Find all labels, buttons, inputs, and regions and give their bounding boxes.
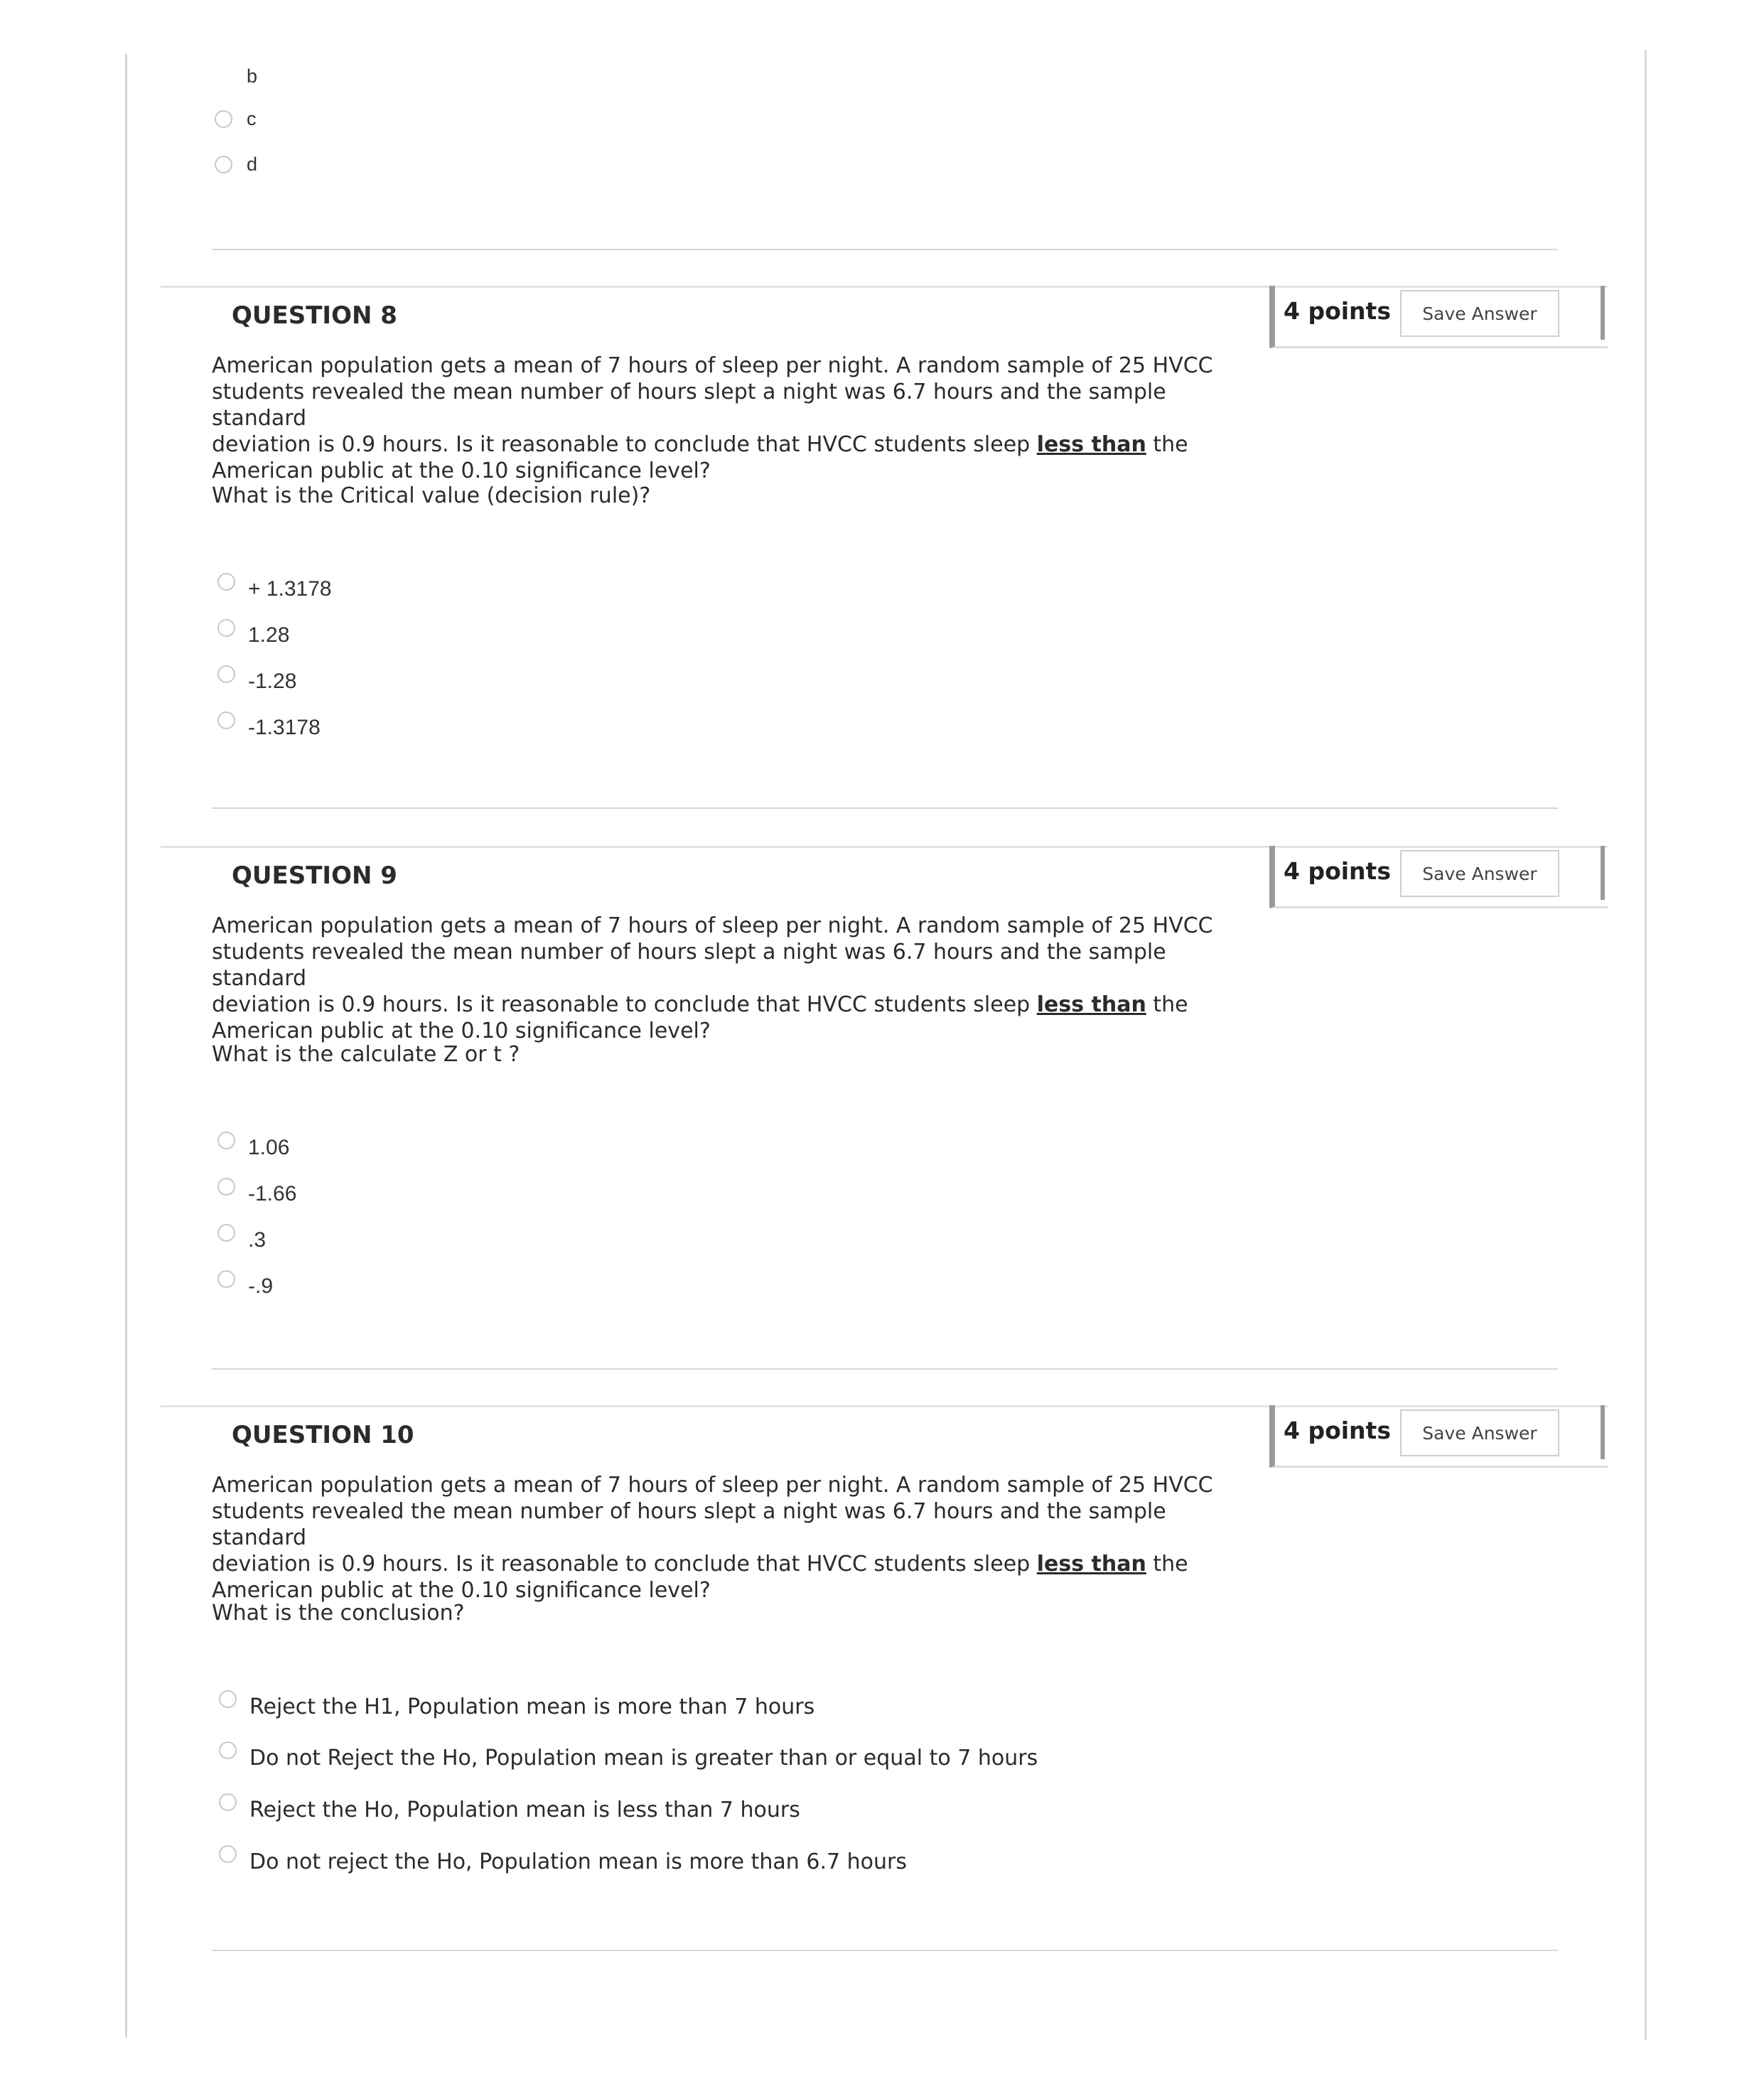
question-8-points-box xyxy=(1269,286,1608,348)
answer-option[interactable] xyxy=(217,1136,289,1160)
option-label: Reject the Ho, Population mean is less than 7 hours xyxy=(249,1798,800,1822)
previous-option-d[interactable] xyxy=(215,154,257,176)
stem-line: American public at the 0.10 significance level? xyxy=(212,1578,711,1603)
question-9-points-box xyxy=(1269,846,1608,908)
question-10-stem xyxy=(212,1472,1257,1604)
option-label: Reject the H1, Population mean is more than 7 hours xyxy=(249,1695,815,1719)
points-label: 4 points xyxy=(1284,297,1391,325)
option-label: Do not reject the Ho, Population mean is more than 6.7 hours xyxy=(249,1849,907,1874)
previous-option-c[interactable] xyxy=(215,108,257,130)
question-9-stem xyxy=(212,913,1257,1044)
question-separator xyxy=(212,249,1558,250)
stem-line: American public at the 0.10 significance level? xyxy=(212,458,711,483)
radio-button[interactable] xyxy=(217,1270,235,1288)
content-left-border xyxy=(125,54,127,2037)
option-label: + 1.3178 xyxy=(248,577,332,601)
question-separator xyxy=(212,1950,1558,1951)
radio-button[interactable] xyxy=(217,711,235,729)
question-right-bar xyxy=(1601,286,1605,340)
stem-line-tail: the xyxy=(1146,1552,1188,1577)
previous-option-b[interactable] xyxy=(215,65,257,87)
radio-button[interactable] xyxy=(215,110,232,128)
points-label: 4 points xyxy=(1284,857,1391,885)
radio-button[interactable] xyxy=(217,619,235,637)
points-label: 4 points xyxy=(1284,1417,1391,1444)
answer-option[interactable] xyxy=(217,716,321,740)
option-label: 1.06 xyxy=(248,1136,290,1159)
answer-option[interactable] xyxy=(217,1274,273,1299)
question-right-bar xyxy=(1601,846,1605,900)
option-label: .3 xyxy=(248,1228,267,1252)
radio-button[interactable] xyxy=(217,1178,235,1196)
question-8-stem xyxy=(212,353,1257,484)
option-label: -1.3178 xyxy=(248,716,321,739)
radio-button[interactable] xyxy=(219,1845,237,1863)
stem-line xyxy=(212,1551,1257,1577)
answer-option[interactable] xyxy=(219,1746,1038,1771)
stem-line xyxy=(212,992,1257,1018)
stem-line: American population gets a mean of 7 hours of sleep per night. A random sample of 25 HVCC xyxy=(212,1473,1213,1498)
emphasis-less-than: less than xyxy=(1036,992,1146,1017)
stem-line: American population gets a mean of 7 hours of sleep per night. A random sample of 25 HVCC xyxy=(212,353,1213,378)
radio-button[interactable] xyxy=(217,1224,235,1242)
emphasis-less-than: less than xyxy=(1036,432,1146,457)
answer-option[interactable] xyxy=(217,577,332,601)
radio-button[interactable] xyxy=(219,1690,237,1708)
answer-option[interactable] xyxy=(219,1849,907,1874)
radio-button[interactable] xyxy=(219,1793,237,1811)
question-8-prompt: What is the Critical value (decision rule)? xyxy=(212,483,651,508)
content-right-border xyxy=(1645,50,1647,2040)
question-10-prompt: What is the conclusion? xyxy=(212,1601,465,1626)
option-label: -.9 xyxy=(248,1274,274,1298)
radio-button[interactable] xyxy=(217,573,235,591)
option-label: Do not Reject the Ho, Population mean is greater than or equal to 7 hours xyxy=(249,1746,1038,1771)
question-separator xyxy=(212,807,1558,809)
answer-option[interactable] xyxy=(219,1798,800,1822)
question-9-prompt: What is the calculate Z or t ? xyxy=(212,1042,520,1067)
stem-line-tail: the xyxy=(1146,432,1188,457)
option-label: b xyxy=(247,65,258,87)
question-right-bar xyxy=(1601,1405,1605,1459)
radio-button[interactable] xyxy=(215,156,232,173)
question-10-points-box xyxy=(1269,1405,1608,1468)
answer-option[interactable] xyxy=(217,1182,296,1206)
option-label: d xyxy=(247,154,258,175)
answer-option[interactable] xyxy=(219,1695,814,1719)
stem-line: American population gets a mean of 7 hours of sleep per night. A random sample of 25 HVCC xyxy=(212,913,1213,938)
answer-option[interactable] xyxy=(217,1228,266,1252)
stem-line-tail: the xyxy=(1146,992,1188,1017)
question-10-title: QUESTION 10 xyxy=(232,1421,414,1449)
radio-button[interactable] xyxy=(217,1132,235,1149)
option-label: -1.28 xyxy=(248,670,297,693)
radio-button[interactable] xyxy=(219,1741,237,1759)
option-label: c xyxy=(247,108,257,129)
answer-option[interactable] xyxy=(217,623,289,648)
option-label: -1.66 xyxy=(248,1182,297,1205)
emphasis-less-than: less than xyxy=(1036,1552,1146,1577)
question-separator xyxy=(212,1368,1558,1370)
answer-option[interactable] xyxy=(217,670,296,694)
question-8-title: QUESTION 8 xyxy=(232,301,397,330)
stem-line: students revealed the mean number of hours slept a night was 6.7 hours and the sample standard xyxy=(212,1499,1166,1550)
save-answer-button[interactable]: Save Answer xyxy=(1400,850,1559,897)
stem-line-text: deviation is 0.9 hours. Is it reasonable to conclude that HVCC students sleep xyxy=(212,432,1037,457)
stem-line: students revealed the mean number of hours slept a night was 6.7 hours and the sample standard xyxy=(212,940,1166,991)
radio-button[interactable] xyxy=(217,665,235,683)
stem-line-text: deviation is 0.9 hours. Is it reasonable to conclude that HVCC students sleep xyxy=(212,1552,1037,1577)
option-label: 1.28 xyxy=(248,623,290,647)
question-9-title: QUESTION 9 xyxy=(232,861,397,890)
stem-line: American public at the 0.10 significance level? xyxy=(212,1019,711,1043)
save-answer-button[interactable]: Save Answer xyxy=(1400,1409,1559,1456)
stem-line-text: deviation is 0.9 hours. Is it reasonable to conclude that HVCC students sleep xyxy=(212,992,1037,1017)
stem-line xyxy=(212,431,1257,458)
stem-line: students revealed the mean number of hours slept a night was 6.7 hours and the sample standard xyxy=(212,380,1166,431)
save-answer-button[interactable]: Save Answer xyxy=(1400,290,1559,337)
